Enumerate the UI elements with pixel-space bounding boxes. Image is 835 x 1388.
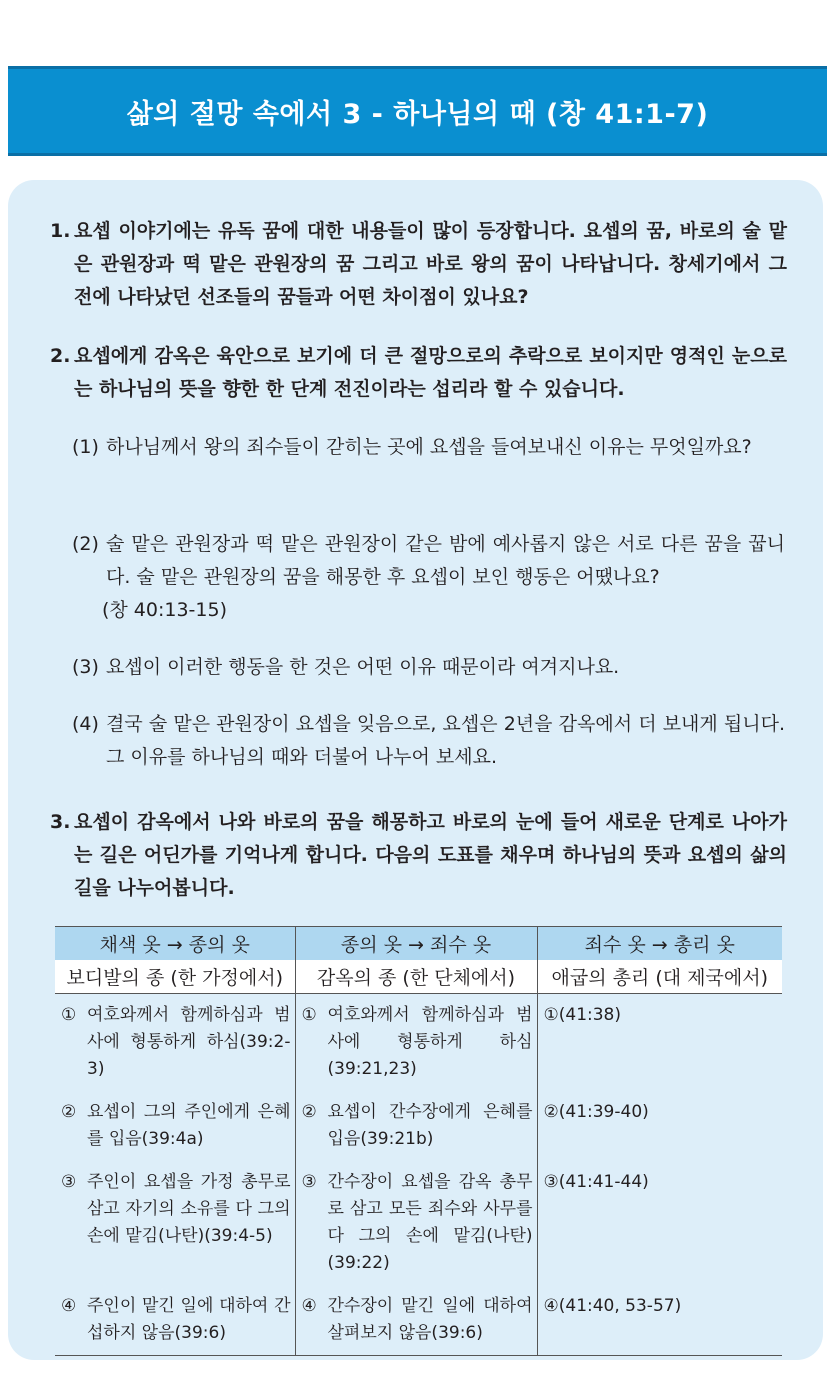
table-cell xyxy=(55,1285,295,1356)
table-header-col3: 죄수 옷 → 총리 옷 xyxy=(537,927,782,961)
subquestion-text: 술 맡은 관원장과 떡 맡은 관원장이 같은 밤에 예사롭지 않은 서로 다른 꿈을 꿉니다. 술 맡은 관원장의 꿈을 해몽한 후 요셉이 보인 행동은 어땠나요? xyxy=(106,533,785,588)
circled-number: ② xyxy=(301,1102,317,1122)
scripture-reference: (창 40:13-15) xyxy=(102,599,228,621)
circled-number: ① xyxy=(301,1005,317,1025)
cell-text: 간수장이 맡긴 일에 대하여 살펴보지 않음(39:6) xyxy=(327,1296,533,1343)
cell-text: ④(41:40, 53-57) xyxy=(543,1296,682,1316)
page-title: 삶의 절망 속에서 3 - 하나님의 때 (창 41:1-7) xyxy=(126,98,709,130)
table-cell xyxy=(55,994,295,1092)
question-text: 요셉 이야기에는 유독 꿈에 대한 내용들이 많이 등장합니다. 요셉의 꿈, 바로의 술 맡은 관원장과 떡 맡은 관원장의 꿈 그리고 바로 왕의 꿈이 나타납니다. 창세기에서 그 전에 나타났던 선조들의 꿈들과 어떤 차이점이 있나요? xyxy=(74,220,787,308)
table-cell xyxy=(55,1161,295,1285)
subquestion-number: (3) xyxy=(72,656,99,678)
subquestion-text: 결국 술 맡은 관원장이 요셉을 잊음으로, 요셉은 2년을 감옥에서 더 보내게 됩니다. 그 이유를 하나님의 때와 더불어 나누어 보세요. xyxy=(106,713,785,768)
question-text: 요셉이 감옥에서 나와 바로의 꿈을 해몽하고 바로의 눈에 들어 새로운 단계로 나아가는 길은 어딘가를 기억나게 합니다. 다음의 도표를 채우며 하나님의 뜻과 요셉의 삶의 길을 나누어봅니다. xyxy=(74,811,787,899)
cell-text: 주인이 맡긴 일에 대하여 간섭하지 않음(39:6) xyxy=(87,1296,291,1343)
question-number: 2. xyxy=(50,345,71,367)
question-text: 요셉에게 감옥은 육안으로 보기에 더 큰 절망으로의 추락으로 보이지만 영적인 눈으로는 하나님의 뜻을 향한 한 단계 전진이라는 섭리라 할 수 있습니다. xyxy=(74,345,787,400)
table-cell xyxy=(537,1285,782,1356)
subquestion-number: (1) xyxy=(72,436,99,458)
cell-text: 여호와께서 함께하심과 범사에 형통하게 하심(39:21,23) xyxy=(327,1005,533,1079)
title-banner xyxy=(8,66,827,156)
circled-number: ④ xyxy=(61,1296,77,1316)
circled-number: ② xyxy=(61,1102,77,1122)
table-subheader-col3: 애굽의 총리 (대 제국에서) xyxy=(537,960,782,994)
subquestion-text: 요셉이 이러한 행동을 한 것은 어떤 이유 때문이라 여겨지나요. xyxy=(106,656,620,678)
circled-number: ③ xyxy=(301,1172,317,1192)
question-number: 1. xyxy=(50,220,71,242)
cell-text: 간수장이 요셉을 감옥 총무로 삼고 모든 죄수와 사무를 다 그의 손에 맡김(나탄)(39:22) xyxy=(327,1172,533,1273)
circled-number: ① xyxy=(61,1005,77,1025)
question-1 xyxy=(52,215,787,314)
cell-text: ③(41:41-44) xyxy=(543,1172,649,1192)
table-header-col1: 채색 옷 → 종의 옷 xyxy=(55,927,295,961)
question-number: 3. xyxy=(50,811,71,833)
table-cell xyxy=(295,1091,537,1161)
cell-text: 요셉이 간수장에게 은혜를 입음(39:21b) xyxy=(327,1102,533,1149)
cell-text: 여호와께서 함께하심과 범사에 형통하게 하심(39:2-3) xyxy=(87,1005,291,1079)
subquestion-2 xyxy=(72,528,785,627)
subquestion-text: 하나님께서 왕의 죄수들이 갇히는 곳에 요셉을 들여보내신 이유는 무엇일까요? xyxy=(106,436,752,458)
subquestion-1 xyxy=(72,431,785,464)
question-3 xyxy=(52,806,787,905)
table-subheader-col2: 감옥의 종 (한 단체에서) xyxy=(295,960,537,994)
circled-number: ④ xyxy=(301,1296,317,1316)
subquestion-number: (4) xyxy=(72,713,99,735)
table-cell xyxy=(537,1091,782,1161)
table-cell xyxy=(295,994,537,1092)
table-cell xyxy=(295,1285,537,1356)
table-cell xyxy=(295,1161,537,1285)
table-row xyxy=(55,994,782,1092)
cell-text: 주인이 요셉을 가정 총무로 삼고 자기의 소유를 다 그의 손에 맡김(나탄)(39:4-5) xyxy=(87,1172,291,1246)
table-header-col2: 종의 옷 → 죄수 옷 xyxy=(295,927,537,961)
table-subheader-col1: 보디발의 종 (한 가정에서) xyxy=(55,960,295,994)
table-row xyxy=(55,1091,782,1161)
table-row xyxy=(55,1285,782,1356)
cell-text: ②(41:39-40) xyxy=(543,1102,649,1122)
comparison-table xyxy=(55,926,782,1356)
table-cell xyxy=(537,1161,782,1285)
subquestion-number: (2) xyxy=(72,533,99,555)
cell-text: 요셉이 그의 주인에게 은혜를 입음(39:4a) xyxy=(87,1102,291,1149)
table-cell xyxy=(55,1091,295,1161)
subquestion-3 xyxy=(72,651,785,684)
table-row xyxy=(55,1161,782,1285)
subquestion-4 xyxy=(72,708,785,774)
circled-number: ③ xyxy=(61,1172,77,1192)
table-cell xyxy=(537,994,782,1092)
question-2 xyxy=(52,340,787,406)
cell-text: ①(41:38) xyxy=(543,1005,621,1025)
